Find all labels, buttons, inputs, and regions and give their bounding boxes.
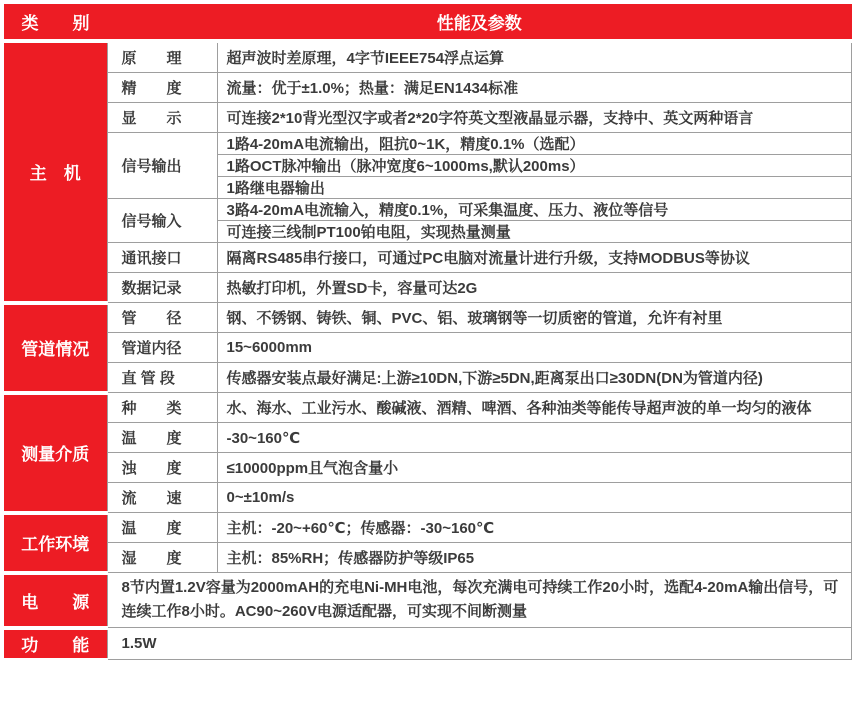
spec-label: 精 度 [107,73,217,103]
table-row [4,513,852,543]
table-header-row [4,4,852,41]
spec-label: 湿 度 [107,543,217,573]
spec-label: 显 示 [107,103,217,133]
spec-table [4,4,852,662]
spec-value: 1路OCT脉冲输出（脉冲宽度6~1000ms,默认200ms） [217,155,852,177]
table-row [4,573,852,628]
spec-label: 温 度 [107,513,217,543]
spec-value: 可连接三线制PT100铂电阻，实现热量测量 [217,221,852,243]
table-row [4,103,852,133]
spec-value: 传感器安装点最好满足:上游≥10DN,下游≥5DN,距离泵出口≥30DN(DN为管道内径) [217,363,852,393]
spec-value: 钢、不锈钢、铸铁、铜、PVC、铝、玻璃钢等一切质密的管道，允许有衬里 [217,303,852,333]
spec-label: 数据记录 [107,273,217,303]
spec-value: 可连接2*10背光型汉字或者2*20字符英文型液晶显示器，支持中、英文两种语言 [217,103,852,133]
spec-label: 管 径 [107,303,217,333]
spec-value: 主机：85%RH；传感器防护等级IP65 [217,543,852,573]
spec-value: 流量：优于±1.0%；热量：满足EN1434标准 [217,73,852,103]
spec-label: 管道内径 [107,333,217,363]
table-row [4,628,852,660]
spec-value: 1路继电器输出 [217,177,852,199]
spec-label: 流 速 [107,483,217,513]
spec-value: ≤10000ppm且气泡含量小 [217,453,852,483]
category-cell-function: 功 能 [4,628,107,660]
table-row [4,73,852,103]
spec-value: 热敏打印机，外置SD卡，容量可达2G [217,273,852,303]
table-row [4,483,852,513]
header-category-cell: 类 别 [4,4,107,41]
spec-value: 1.5W [107,628,852,660]
spec-label: 浊 度 [107,453,217,483]
category-cell-environment: 工作环境 [4,513,107,573]
table-row [4,243,852,273]
spec-label: 通讯接口 [107,243,217,273]
spec-value: 水、海水、工业污水、酸碱液、酒精、啤酒、各种油类等能传导超声波的单一均匀的液体 [217,393,852,423]
spec-value: 8节内置1.2V容量为2000mAH的充电Ni-MH电池，每次充满电可持续工作20小时，选配4-20mA输出信号，可连续工作8小时。AC90~260V电源适配器，可实现不间断测量 [107,573,852,628]
spec-label: 原 理 [107,41,217,73]
category-cell-pipe: 管道情况 [4,303,107,393]
spec-value: 主机：-20~+60℃；传感器：-30~160℃ [217,513,852,543]
table-row [4,423,852,453]
category-cell-host: 主 机 [4,41,107,303]
table-row [4,41,852,73]
spec-label: 种 类 [107,393,217,423]
table-row [4,543,852,573]
spec-value: 0~±10m/s [217,483,852,513]
spec-value: 1路4-20mA电流输出，阻抗0~1K，精度0.1%（选配） [217,133,852,155]
table-row [4,199,852,221]
spec-label: 直 管 段 [107,363,217,393]
spec-value: 超声波时差原理，4字节IEEE754浮点运算 [217,41,852,73]
table-row [4,273,852,303]
spec-value: 15~6000mm [217,333,852,363]
spec-label: 温 度 [107,423,217,453]
spec-value: 隔离RS485串行接口，可通过PC电脑对流量计进行升级，支持MODBUS等协议 [217,243,852,273]
table-row [4,393,852,423]
header-params-cell: 性能及参数 [107,4,852,41]
spec-value: -30~160℃ [217,423,852,453]
category-cell-medium: 测量介质 [4,393,107,513]
spec-value: 3路4-20mA电流输入，精度0.1%，可采集温度、压力、液位等信号 [217,199,852,221]
table-row [4,333,852,363]
category-cell-power: 电 源 [4,573,107,628]
table-row [4,303,852,333]
table-row [4,453,852,483]
spec-label-signal-output: 信号输出 [107,133,217,199]
spec-label-signal-input: 信号输入 [107,199,217,243]
table-row [4,133,852,155]
table-row [4,363,852,393]
